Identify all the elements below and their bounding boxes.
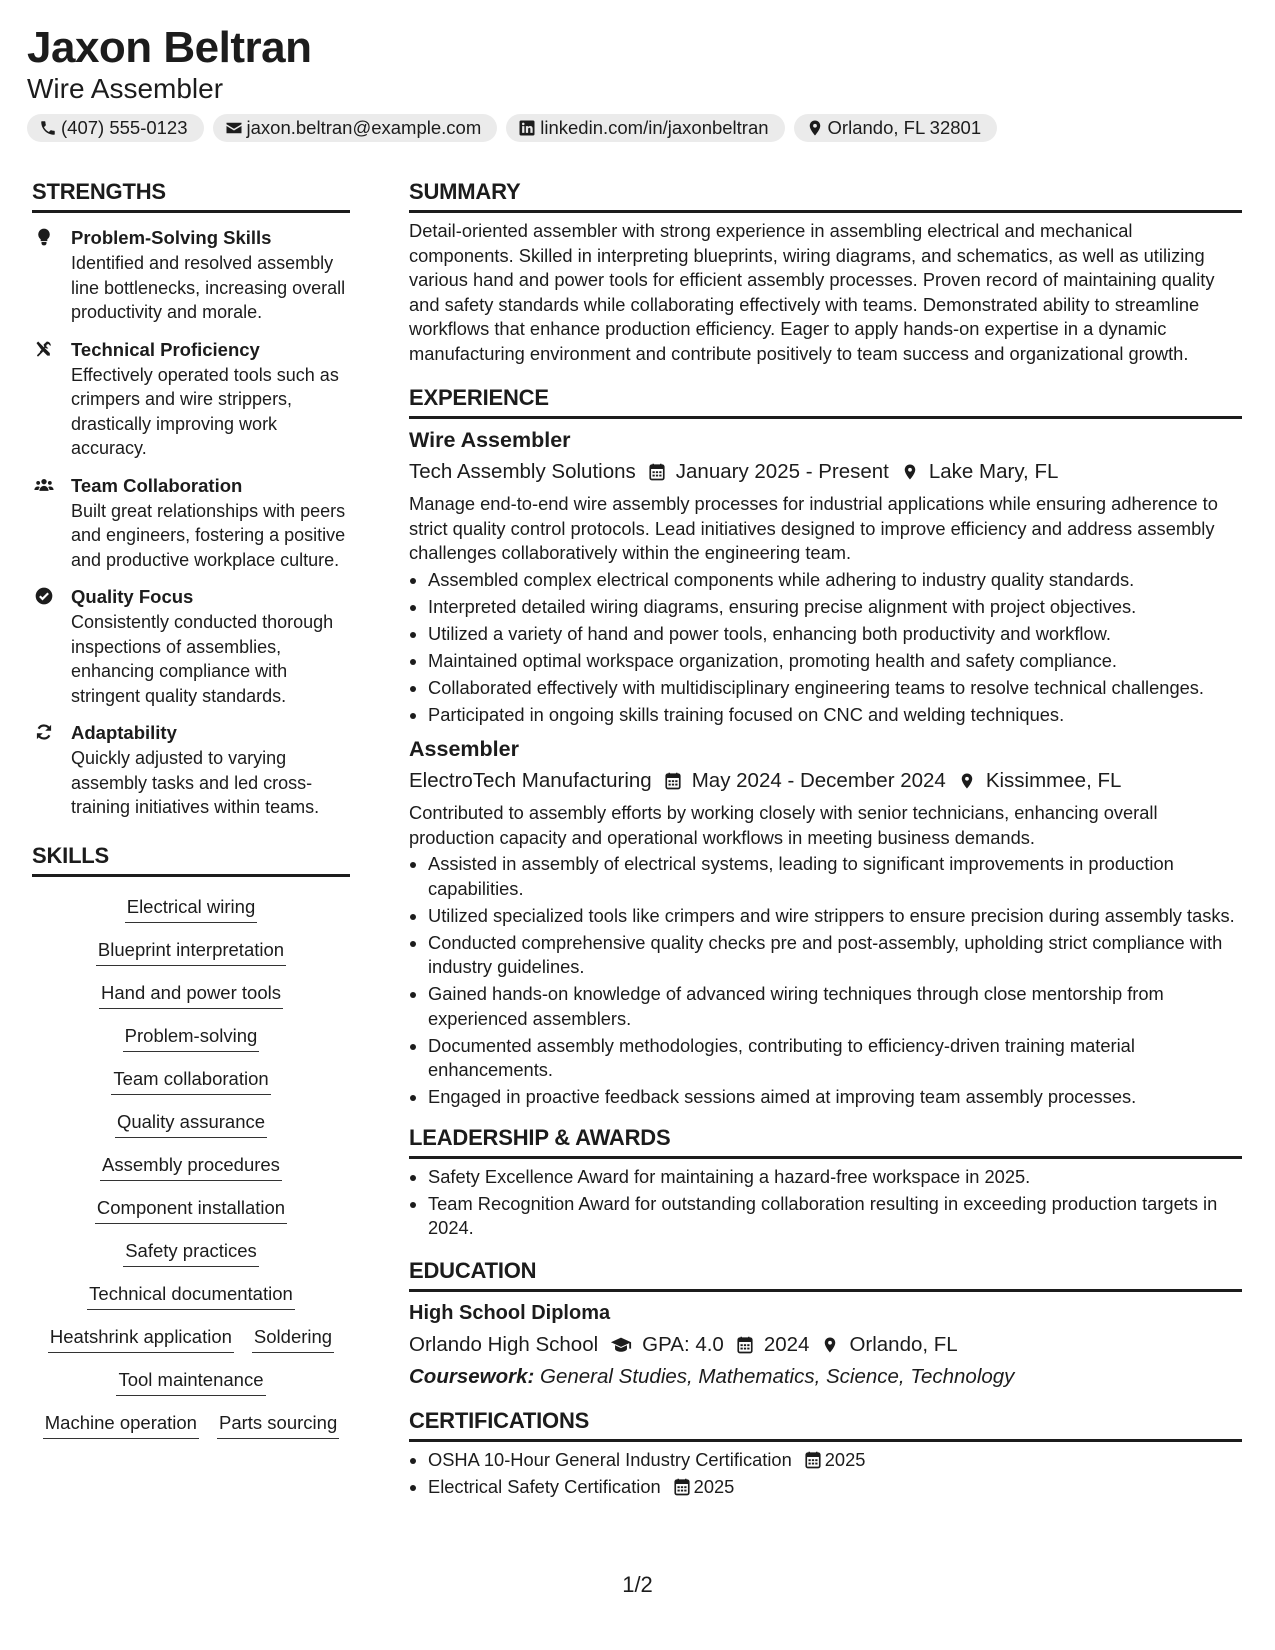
strength-title: Team Collaboration: [71, 474, 243, 496]
job-dates: May 2024 - December 2024: [691, 769, 946, 792]
job-entry: [409, 426, 1242, 727]
list-item: • Documented assembly methodologies, contributing to efficiency-driven training material enhancements.: [428, 1034, 1242, 1083]
skill-tag: Blueprint interpretation: [96, 938, 286, 966]
skill-tag: Machine operation: [43, 1411, 199, 1439]
job-dates: January 2025 - Present: [675, 460, 889, 483]
list-item: • Team Recognition Award for outstanding collaboration resulting in exceeding production targets in 2024.: [428, 1192, 1242, 1241]
list-item: • Assisted in assembly of electrical systems, leading to significant improvements in production capabilities.: [428, 852, 1242, 901]
cert-name: • Electrical Safety Certification: [428, 1475, 661, 1497]
job-title: Assembler: [409, 737, 519, 761]
summary-heading: SUMMARY: [409, 178, 1242, 213]
job-description: Manage end-to-end wire assembly processes for industrial applications while ensuring adherence to strict quality control protocols. Lead initiatives designed to improve efficiency and address assembly challenges collaboratively within the engineering team.: [409, 493, 1218, 563]
strength-desc: Quickly adjusted to varying assembly tasks and led cross-training initiatives within teams.: [71, 748, 320, 817]
candidate-title: Wire Assembler: [27, 73, 224, 104]
skills-heading: SKILLS: [32, 842, 350, 877]
strength-item: [32, 585, 350, 708]
contact-bar: [27, 114, 997, 142]
calendar-icon: [736, 1336, 754, 1354]
skill-tag: Soldering: [252, 1325, 334, 1353]
left-column: [32, 178, 350, 1439]
strength-desc: Built great relationships with peers and engineers, fostering a positive and productive workplace culture.: [71, 500, 346, 570]
education-meta: [409, 1331, 1242, 1359]
strength-item: [32, 226, 350, 325]
list-item: • Maintained optimal workspace organization, promoting health and safety compliance.: [428, 649, 1242, 674]
cert-year: 2025: [824, 1448, 866, 1470]
list-item: • Conducted comprehensive quality checks pre and post-assembly, upholding strict compliance with industry guidelines.: [428, 931, 1242, 980]
strength-item: [32, 338, 350, 461]
linkedin-icon: [518, 119, 536, 137]
strengths-heading: STRENGTHS: [32, 178, 350, 213]
list-item: [428, 1448, 1242, 1473]
strength-desc: Consistently conducted thorough inspections of assemblies, enhancing compliance with stringent quality standards.: [71, 612, 334, 706]
skill-tag: Hand and power tools: [99, 981, 283, 1009]
list-item: • Gained hands-on knowledge of advanced wiring techniques through close mentorship from experienced assemblers.: [428, 982, 1242, 1031]
calendar-icon: [673, 1478, 691, 1496]
summary-text: Detail-oriented assembler with strong experience in assembling electrical and mechanical components. Skilled in interpreting blueprints, wiring diagrams, and schematics, as well as utilizing various hand and power tools for efficient assembly processes. Proven record of maintaining quality and safety standards while collaborating effectively with teams. Demonstrated ability to streamline workflows that enhance production efficiency. Eager to apply hands-on expertise in a dynamic manufacturing environment and contribute positively to team success and organizational growth.: [409, 220, 1215, 364]
list-item: • Interpreted detailed wiring diagrams, ensuring precise alignment with project objectives.: [428, 595, 1242, 620]
list-item: • Engaged in proactive feedback sessions aimed at improving team assembly processes.: [428, 1085, 1242, 1110]
skills-list: [32, 895, 350, 1439]
skill-tag: Safety practices: [123, 1239, 259, 1267]
calendar-icon: [648, 463, 666, 481]
envelope-icon: [225, 119, 243, 137]
strength-item: [32, 474, 350, 573]
strength-desc: Effectively operated tools such as crimpers and wire strippers, drastically improving work accuracy.: [71, 364, 339, 458]
experience-heading: EXPERIENCE: [409, 384, 1242, 419]
linkedin-text: linkedin.com/in/jaxonbeltran: [540, 117, 769, 138]
job-company: ElectroTech Manufacturing: [409, 769, 652, 792]
job-company: Tech Assembly Solutions: [409, 460, 636, 483]
cert-name: • OSHA 10-Hour General Industry Certification: [428, 1448, 792, 1470]
certifications-list: [409, 1448, 1242, 1500]
education-heading: EDUCATION: [409, 1257, 1242, 1292]
map-marker-icon: [958, 772, 976, 790]
skill-tag: Quality assurance: [115, 1110, 267, 1138]
skill-tag: Tool maintenance: [116, 1368, 265, 1396]
strength-item: [32, 721, 350, 820]
phone-text: (407) 555-0123: [61, 117, 188, 138]
list-item: • Utilized specialized tools like crimpers and wire strippers to ensure precision during assembly tasks.: [428, 904, 1242, 929]
graduation-cap-icon: [610, 1334, 632, 1356]
location-text: Orlando, FL 32801: [827, 117, 982, 138]
graduation-year: 2024: [763, 1332, 810, 1356]
skill-tag: Assembly procedures: [100, 1153, 282, 1181]
strength-title: Problem-Solving Skills: [71, 227, 272, 248]
experience-section: [409, 384, 1242, 1110]
job-location: Kissimmee, FL: [985, 769, 1122, 792]
job-title: Wire Assembler: [409, 428, 571, 452]
tools-icon: [34, 339, 54, 359]
page-number: 1/2: [622, 1572, 653, 1597]
candidate-name: Jaxon Beltran: [27, 23, 312, 72]
users-icon: [34, 475, 54, 495]
job-location: Lake Mary, FL: [928, 460, 1059, 483]
sync-icon: [34, 722, 54, 742]
job-meta: [409, 458, 1242, 486]
coursework-label: Coursework:: [409, 1364, 535, 1388]
email-pill[interactable]: [213, 114, 498, 142]
map-marker-icon: [821, 1336, 839, 1354]
list-item: • Safety Excellence Award for maintaining a hazard-free workspace in 2025.: [428, 1165, 1242, 1190]
skill-tag: Parts sourcing: [217, 1411, 339, 1439]
lightbulb-icon: [34, 227, 54, 247]
right-column: [409, 178, 1242, 1502]
strength-title: Adaptability: [71, 722, 177, 743]
gpa: GPA: 4.0: [642, 1332, 724, 1356]
phone-icon: [39, 119, 57, 137]
coursework: [409, 1363, 1242, 1391]
map-marker-icon: [806, 119, 824, 137]
skill-tag: Electrical wiring: [125, 895, 258, 923]
calendar-icon: [804, 1451, 822, 1469]
job-description: Contributed to assembly efforts by working closely with senior technicians, enhancing overall production capacity and operational workflows in meeting business demands.: [409, 802, 1158, 848]
phone-pill[interactable]: [27, 114, 204, 142]
job-bullets: [409, 852, 1242, 1110]
calendar-icon: [664, 772, 682, 790]
list-item: • Collaborated effectively with multidisciplinary engineering teams to resolve technical challenges.: [428, 676, 1242, 701]
skill-tag: Team collaboration: [111, 1067, 270, 1095]
leadership-heading: LEADERSHIP & AWARDS: [409, 1124, 1242, 1159]
list-item: • Assembled complex electrical components while adhering to industry quality standards.: [428, 568, 1242, 593]
school-name: Orlando High School: [409, 1332, 599, 1356]
certifications-section: [409, 1407, 1242, 1500]
strength-title: Technical Proficiency: [71, 338, 260, 360]
location-pill: [794, 114, 998, 142]
list-item: • Utilized a variety of hand and power tools, enhancing both productivity and workflow.: [428, 622, 1242, 647]
map-marker-icon: [901, 463, 919, 481]
skill-tag: Problem-solving: [123, 1024, 260, 1052]
list-item: [428, 1475, 1242, 1500]
job-bullets: [409, 568, 1242, 728]
strength-desc: Identified and resolved assembly line bottlenecks, increasing overall productivity and morale.: [71, 253, 346, 322]
degree-title: High School Diploma: [409, 1301, 611, 1324]
leadership-section: [409, 1124, 1242, 1241]
school-location: Orlando, FL: [849, 1332, 958, 1356]
education-section: [409, 1257, 1242, 1391]
job-meta: [409, 767, 1242, 795]
leadership-list: [409, 1165, 1242, 1241]
skill-tag: Component installation: [95, 1196, 287, 1224]
check-circle-icon: [34, 586, 54, 606]
strength-title: Quality Focus: [71, 586, 194, 607]
skill-tag: Heatshrink application: [48, 1325, 234, 1353]
skill-tag: Technical documentation: [87, 1282, 295, 1310]
certifications-heading: CERTIFICATIONS: [409, 1407, 1242, 1442]
job-entry: [409, 735, 1242, 1110]
linkedin-pill[interactable]: [506, 114, 784, 142]
email-text: jaxon.beltran@example.com: [246, 117, 482, 138]
coursework-text: General Studies, Mathematics, Science, Technology: [540, 1364, 1015, 1388]
list-item: • Participated in ongoing skills training focused on CNC and welding techniques.: [428, 703, 1242, 728]
skills-section: [32, 842, 350, 1439]
cert-year: 2025: [693, 1475, 735, 1497]
